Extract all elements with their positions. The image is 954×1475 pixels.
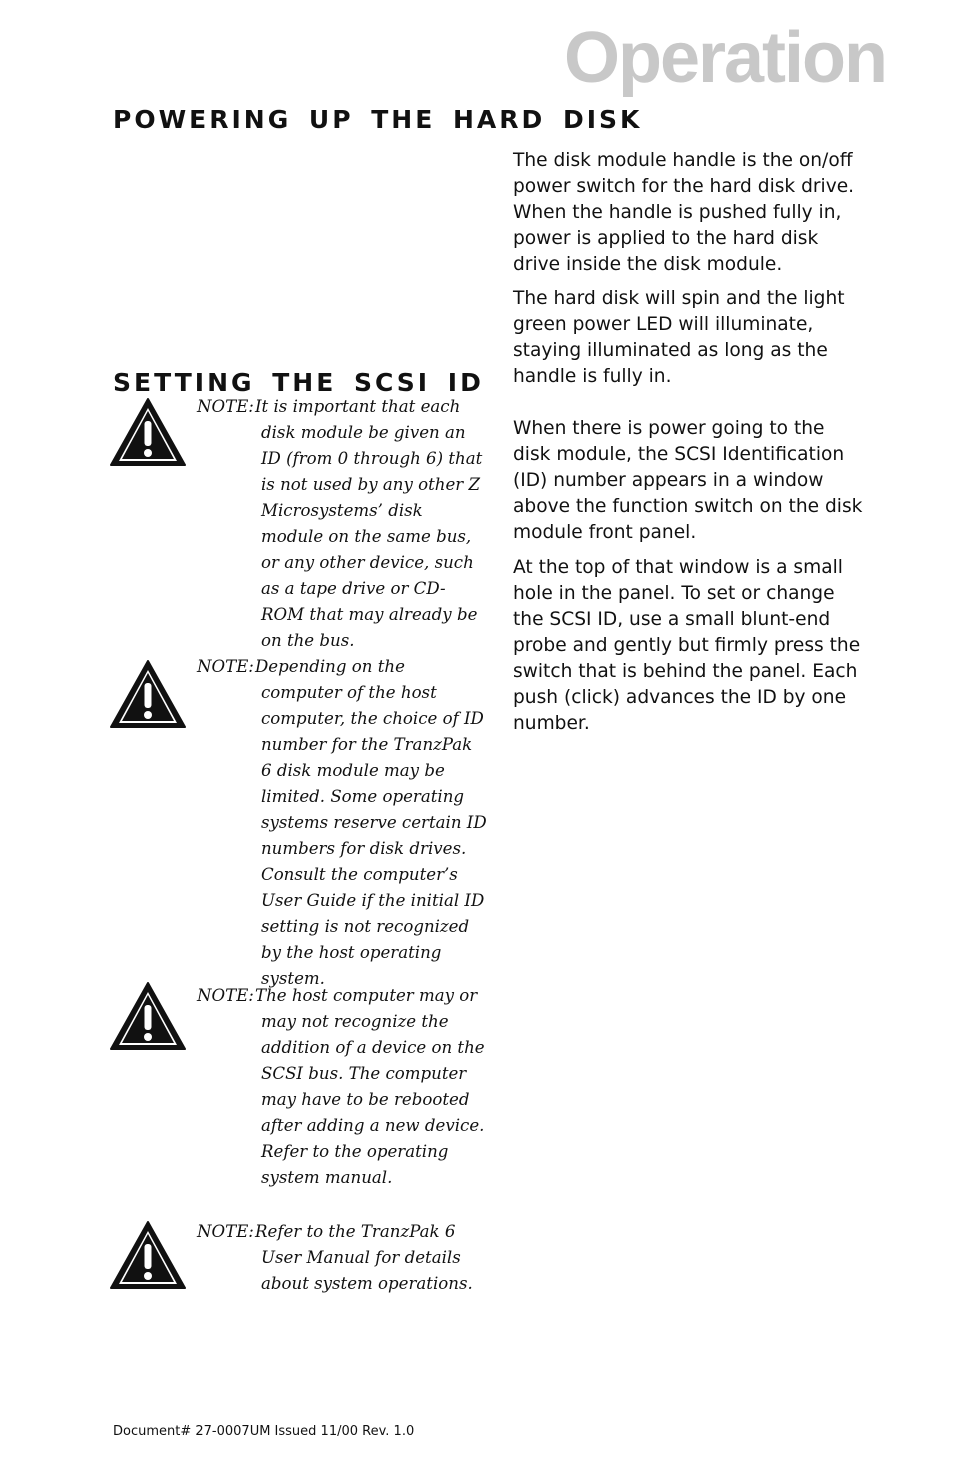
note-label: NOTE: [197, 1222, 254, 1241]
note-text [197, 983, 487, 1191]
note-body: Refer to the TranzPak 6 User Manual for details about system operations. [255, 1222, 473, 1293]
body-paragraph: At the top of that window is a small hole in the panel. To set or change the SCSI ID, use a small blunt-end probe and gently but firmly press the switch that is behind the panel. Each push (click) advances the ID by one number. [513, 557, 861, 734]
warning-icon [109, 1219, 187, 1291]
chapter-title: Operation [563, 18, 886, 98]
note-text [197, 394, 487, 654]
note-body: Depending on the computer of the host computer, the choice of ID number for the TranzPak 6 disk module may be limited. Some operating systems reserve certain ID numbers for disk drives. Consult the computer’s User Guide if the initial ID setting is not recognized by the host operating system. [255, 657, 487, 988]
body-paragraph: The disk module handle is the on/off power switch for the hard disk drive. When the handle is pushed fully in, power is applied to the hard disk drive inside the disk module. [513, 150, 855, 275]
body-paragraph: The hard disk will spin and the light green power LED will illuminate, staying illuminated as long as the handle is fully in. [513, 288, 845, 387]
note-label: NOTE: [197, 657, 254, 676]
section-heading-powering-up: POWERING UP THE HARD DISK [113, 105, 643, 134]
note-text [197, 1219, 487, 1297]
warning-icon [109, 658, 187, 730]
note-text [197, 654, 487, 992]
body-paragraph: When there is power going to the disk module, the SCSI Identification (ID) number appears in a window above the function switch on the disk module front panel. [513, 418, 863, 543]
warning-icon [109, 396, 187, 468]
right-column-body [513, 148, 888, 737]
note-body: The host computer may or may not recognize the addition of a device on the SCSI bus. The computer may have to be rebooted after adding a new device. Refer to the operating system manual. [255, 986, 485, 1187]
note-label: NOTE: [197, 397, 254, 416]
note-label: NOTE: [197, 986, 254, 1005]
note-body: It is important that each disk module be given an ID (from 0 through 6) that is not used by any other Z Microsystems’ disk module on the same bus, or any other device, such as a tape drive or CD-ROM that may already be on the bus. [255, 397, 483, 650]
warning-icon [109, 980, 187, 1052]
section-heading-setting-scsi: SETTING THE SCSI ID [113, 368, 484, 397]
document-footer: Document# 27-0007UM Issued 11/00 Rev. 1.0 [113, 1424, 415, 1439]
